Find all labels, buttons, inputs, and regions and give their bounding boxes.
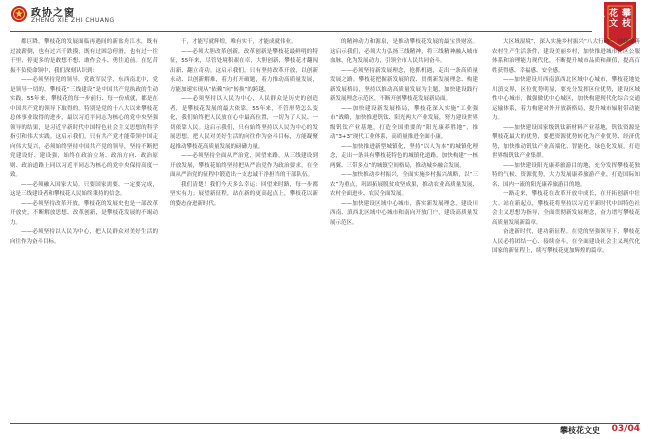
paragraph: ——加快建设川西南滇西北区域中心城市，攀枝花地处川滇交界，区位优势明显，要充分发挥区位优势，建设区域性中心城市，做强做优中心城区，加快构建现代化综合交通运输体系，着力构建对外开放新格局，提升城市辐射带动能力。 xyxy=(492,77,640,121)
paragraph: ——加快建设新发展格局，攀枝花深入实施“工业强市”战略，加快推进钒钛、阳光两大产业发展，努力建设世界级钒钛产业基地，打造全国重要的“阳光康养胜地”，推动“3+3”现代工业体系，高质量推进全面小康。 xyxy=(330,105,478,140)
paragraph: ——必须融入国家大局。只要国家需要，一定要完成，这是三线建设者和攀枝花人民始终秉持的信念。 xyxy=(10,181,158,197)
publication-badge-label: 攀枝花文史 xyxy=(594,8,630,28)
paragraph: ——加快推进新型城镇化，坚持“以人为本”的城镇化理念，走出一条具有攀枝花特色的城镇化道路，加快构建“一核两翼、三带多点”的城镇空间格局，推动城乡融合发展。 xyxy=(330,143,478,169)
paragraph: 我们清楚！我们今天多么幸运：回望来时路，每一步都坚实有力；展望新征程，站在新的更高起点上，攀枝花以新的姿态奋进新时代。 xyxy=(170,181,318,207)
footer-publication-title: 攀枝花文史 xyxy=(560,426,600,435)
paragraph: ——必须坚持党的领导，党政军民学，东西南北中，党是领导一切的。攀枝花“三线建设”是中国共产党执政的生动实践，55年来，攀枝花的每一步前行、每一份成就，都是在中国共产党的领导下取得的。特别是党的十八大以来攀枝花总体事业取得的进步，最以习近平同志为核心的党中央坚强领导的结果，是习近平新时代中国特色社会主义思想的科学指引和伟大实践。这启示我们，只有共产党才能带领中国走向伟大复兴，必须始终坚持中国共产党的领导，坚持不断把党建设好、建设强，始终在政治立场、政治方向、政治原则、政治道路上同以习近平同志为核心的党中央保持高度一致。 xyxy=(10,77,158,178)
paragraph: ——必须大胆改革创新，改革创新是攀枝花最鲜明的特征，55年来，尽管处境积艰在卓，大胆创新，攀枝花才翻闯出新、翻立奇功。这启示我们，只有坚持改革开放，以创新永动、以创新解难，着力打开破题，着力推动高质量发展，方能加速实现从“依赖”向“转换”的跨越。 xyxy=(170,48,318,93)
paragraph: 大区域湿境”，深入实施乡村振兴“八大行动”，持续改善农村生产生活条件，建设美丽乡村，加快推进城市社区公服体系和治理能力现代化，不断提升城市品质和颜值，提高百姓获得感、幸福感、安全感。 xyxy=(492,39,640,74)
paragraph: ——必须坚持新发展理念，抢抓机遇，走出一条高质量发展之路。攀枝花把握新发展阶段、贯彻新发展理念、构建新发展格局，坚持以推动高质量发展为主题，加快建设践行新发展理念示范区，不断开创攀枝花发展新局面。 xyxy=(330,67,478,102)
page-header xyxy=(0,0,650,34)
paragraph: ——加快推动乡村振兴，全面实施乡村振兴战略，以“三农”为重点，巩固拓展脱贫攻坚成果，推动农业高质量发展、农村全面进步、农民全面发展。 xyxy=(330,172,478,197)
text-column-1 xyxy=(10,38,158,416)
footer-divider xyxy=(10,423,640,424)
section-subtitle: ZHENG XIE ZHI CHUANG xyxy=(31,17,115,24)
paragraph: ——加快建设阳光康养旅游目的地，充分发挥攀枝花独特的气候、资源优势，大力发展康养旅游产业，打造国际知名、国内一流的阳光康养旅游目的地。 xyxy=(492,162,640,188)
paragraph: ——必须坚持改革开放，攀枝花的发展史也是一部改革开放史，不断解放思想、改革创新，是攀枝花发展的不竭动力。 xyxy=(10,200,158,226)
paragraph: 奋进新时代，建功新征程。在党的坚强领导下，攀枝花人民必将团结一心、接续奋斗，在全面建设社会主义现代化国家的新征程上，续写攀枝花更加辉煌的篇章。 xyxy=(492,229,640,254)
paragraph: 一路走来，攀枝花在改革开放中成长，在开拓创新中壮大。站在新起点，攀枝花将坚持以习近平新时代中国特色社会主义思想为指导，全面贯彻新发展理念，奋力谱写攀枝花高质量发展新篇章。 xyxy=(492,191,640,226)
paragraph: 都巨降，攀枝花的发展面临再遇间的新盆舟江水，既有过波薪倒，也有过兴千跌摸，既有过困急停滑，也有过一往千里，停更多的是敢想不想、敢作会斗、勇往追前。在忆昔振不负使命领中，我们深刻认识到： xyxy=(10,39,158,74)
paragraph: ——必须坚持以人民为中心，人民群众是历史的创造者，是攀枝花发展的最大依靠。55年来，不管形势怎么变化，我们始终把人民放在心中最高位置，一切为了人民、一切依靠人民。这启示我们，只有始终坚持以人民为中心的发展思想，把人民对美好生活的向往作为奋斗目标，方能凝聚起推动攀枝花高质量发展的磅礴力量。 xyxy=(170,96,318,150)
cppcc-emblem-icon xyxy=(10,5,28,23)
paragraph: ——加快建设区域中心城市，落实新发展理念，建设川西南、滇西北区域中心城市和南向开放门户，建设高质量发展示范区。 xyxy=(330,200,478,226)
paragraph: ——必须坚持以人民为中心，把人民群众对美好生活的向往作为奋斗目标。 xyxy=(10,229,158,245)
paragraph: ——必须坚持全面从严治党，回望来路，从三线建设到开放发展，攀枝花始终坚持把从严治党作为政治要求，在全面从严治党的征程中锻造出一支忠诚干净担当的干部队伍。 xyxy=(170,153,318,178)
text-column-4 xyxy=(492,38,640,416)
section-title: 政协之窗 xyxy=(31,8,75,19)
text-column-3 xyxy=(330,38,478,416)
header-divider xyxy=(10,31,592,32)
paragraph: 的精神动力和源泉，是推动攀枝花发展的最宝贵财富。这启示我们，必须大力弘扬三线精神，将三线精神融入城市血脉、化为发展动力，引领全市人民共同奋斗。 xyxy=(330,39,478,64)
paragraph: 干，才能写就辉煌，唯有实干，才能成就伟业。 xyxy=(181,39,297,45)
paragraph: ——加快建设国家级钒钛新材料产业基地，钒钛资源是攀枝花最大的优势，要把资源优势转化为产业优势、经济优势，加快推动钒钛产业高端化、智能化、绿色化发展，打造世界级钒钛产业集群。 xyxy=(492,124,640,159)
page-number: 03/04 xyxy=(611,424,640,434)
text-column-2 xyxy=(170,38,318,416)
article-body xyxy=(10,38,640,416)
